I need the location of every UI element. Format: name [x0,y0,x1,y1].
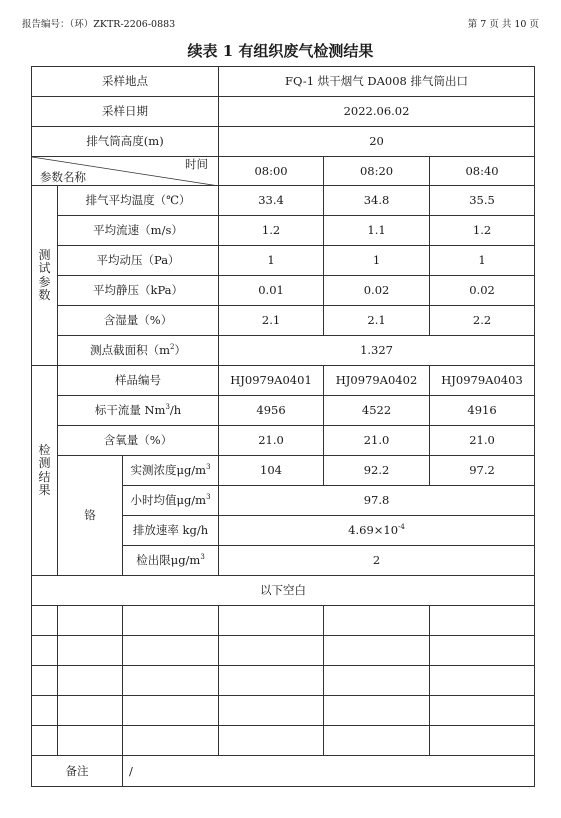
value: 35.5 [430,186,535,216]
empty-cell [123,726,219,756]
value: 2.1 [219,306,324,336]
sample-id: HJ0979A0402 [324,366,430,396]
empty-cell [32,636,58,666]
value: 92.2 [324,456,430,486]
value: 2.1 [324,306,430,336]
value-stack-height: 20 [219,127,535,157]
empty-cell [32,696,58,726]
value: 4956 [219,396,324,426]
label-moisture: 含湿量（%） [58,306,219,336]
value: 1.2 [219,216,324,246]
empty-cell [219,606,324,636]
empty-cell [430,606,535,636]
flow-label-tail: /h [169,403,182,418]
time-3: 08:40 [430,157,535,186]
label-static-pressure: 平均静压（kPa） [58,276,219,306]
measured-label-text: 实测浓度μg/m [130,463,207,478]
value: 104 [219,456,324,486]
value: 34.8 [324,186,430,216]
value-sampling-site: FQ-1 烘干烟气 DA008 排气筒出口 [219,67,535,97]
empty-row [32,666,535,696]
time-1: 08:00 [219,157,324,186]
flow-label-sup: 3 [165,403,170,412]
corner-param-label: 参数名称 [40,170,86,185]
label-detection-limit [123,546,219,576]
row-times [32,157,535,186]
value: 1 [324,246,430,276]
empty-cell [430,726,535,756]
rate-value-sup: -4 [398,523,405,532]
row-sampling-date [32,97,535,127]
empty-cell [58,606,123,636]
label-chromium: 铬 [58,456,123,576]
group-test-params-label: 测试参数 [38,248,51,302]
blank-note: 以下空白 [32,576,535,606]
sample-id: HJ0979A0403 [430,366,535,396]
value: 21.0 [430,426,535,456]
empty-cell [430,666,535,696]
corner-diagonal-cell [32,157,219,186]
value: 2.2 [430,306,535,336]
empty-row [32,696,535,726]
empty-row [32,726,535,756]
label-sample-number: 样品编号 [58,366,219,396]
value-sampling-date: 2022.06.02 [219,97,535,127]
time-2: 08:20 [324,157,430,186]
row-moisture [32,306,535,336]
value-emission-rate [219,516,535,546]
label-temperature: 排气平均温度（℃） [58,186,219,216]
label-emission-rate: 排放速率 kg/h [123,516,219,546]
empty-cell [123,666,219,696]
empty-cell [58,636,123,666]
hourly-label-text: 小时均值μg/m [130,493,207,508]
empty-cell [324,726,430,756]
value-detection-limit: 2 [219,546,535,576]
empty-cell [123,696,219,726]
label-sampling-date: 采样日期 [32,97,219,127]
value: 1.2 [430,216,535,246]
empty-cell [58,726,123,756]
empty-cell [324,666,430,696]
value: 0.01 [219,276,324,306]
empty-cell [324,606,430,636]
page-number: 第 7 页 共 10 页 [467,19,539,30]
value: 0.02 [430,276,535,306]
row-temperature [32,186,535,216]
label-section-area [58,336,219,366]
value: 1.1 [324,216,430,246]
value-hourly-mean: 97.8 [219,486,535,516]
value: 4522 [324,396,430,426]
row-remarks [32,756,535,787]
label-stack-height: 排气筒高度(m) [32,127,219,157]
empty-cell [219,666,324,696]
group-results-label: 检测结果 [38,443,51,497]
row-static-pressure [32,276,535,306]
label-flow [58,396,219,426]
corner-time-label: 时间 [185,157,209,171]
label-hourly-mean [123,486,219,516]
empty-cell [123,636,219,666]
value-section-area: 1.327 [219,336,535,366]
value: 33.4 [219,186,324,216]
limit-label-sup: 3 [200,553,205,562]
label-remarks: 备注 [32,756,123,787]
empty-cell [58,666,123,696]
page-title: 续表 1 有组织废气检测结果 [187,42,374,60]
measured-label-sup: 3 [206,463,211,472]
value-remarks: / [123,756,535,787]
rate-value-text: 4.69×10 [348,523,399,538]
group-results [32,366,58,576]
label-measured-conc [123,456,219,486]
row-dynamic-pressure [32,246,535,276]
label-sampling-site: 采样地点 [32,67,219,97]
empty-cell [123,606,219,636]
row-flow [32,396,535,426]
label-oxygen: 含氧量（%） [58,426,219,456]
label-dynamic-pressure: 平均动压（Pa） [58,246,219,276]
value: 1 [219,246,324,276]
empty-cell [32,606,58,636]
row-stack-height [32,127,535,157]
row-blank-note [32,576,535,606]
value: 21.0 [324,426,430,456]
value: 0.02 [324,276,430,306]
row-section-area [32,336,535,366]
empty-row [32,606,535,636]
empty-cell [430,636,535,666]
empty-cell [219,726,324,756]
hourly-label-sup: 3 [206,493,211,502]
value: 1 [430,246,535,276]
area-label-sup: 2 [169,343,175,352]
value: 4916 [430,396,535,426]
row-oxygen [32,426,535,456]
report-number: 报告编号：（环）ZKTR-2206-0883 [22,19,176,30]
empty-cell [219,696,324,726]
flow-label-text: 标干流量 Nm [94,403,166,418]
area-label-tail: ） [174,343,186,358]
sample-id: HJ0979A0401 [219,366,324,396]
empty-cell [324,636,430,666]
group-test-params [32,186,58,366]
empty-row [32,636,535,666]
value: 97.2 [430,456,535,486]
empty-cell [430,696,535,726]
waste-gas-results-table [31,66,535,787]
empty-cell [58,696,123,726]
row-sampling-site [32,67,535,97]
empty-cell [219,636,324,666]
label-velocity: 平均流速（m/s） [58,216,219,246]
value: 21.0 [219,426,324,456]
row-sample-number [32,366,535,396]
area-label-text: 测点截面积（m [90,343,170,358]
row-velocity [32,216,535,246]
empty-cell [32,666,58,696]
empty-cell [324,696,430,726]
row-cr-measured [32,456,535,486]
empty-cell [32,726,58,756]
limit-label-text: 检出限μg/m [136,553,201,568]
